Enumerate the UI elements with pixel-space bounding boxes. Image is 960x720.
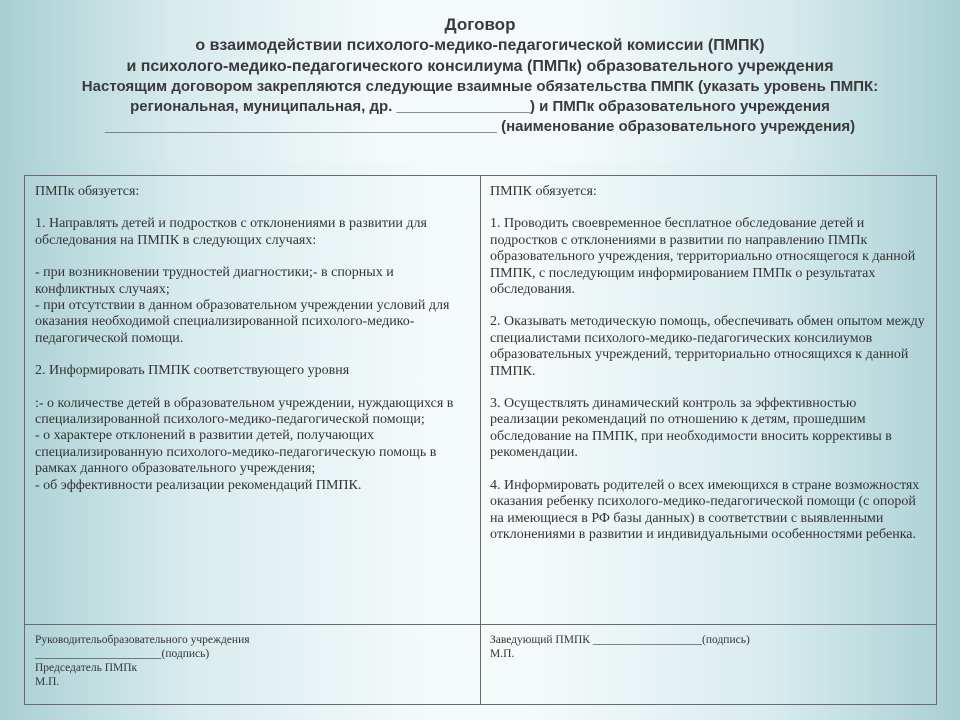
doc-intro-3: _______________________________________________ (наименование образовательного учреждения) xyxy=(104,118,856,135)
agreement-table xyxy=(24,175,937,705)
left-sign-chair: Председатель ПМПк xyxy=(35,662,138,674)
left-item-2: 2. Информировать ПМПК соответствующего уровня xyxy=(35,363,350,379)
doc-subtitle-1: о взаимодействии психолого-медико-педагогической комиссии (ПМПК) xyxy=(195,37,765,54)
right-item-1: 1. Проводить своевременное бесплатное обследование детей и подростков с отклонениями в развитии по направлению ПМПк образовательного учреждения, территориально относящегося к данной ПМПК, с последующим информированием ПМПк о результатах обследования. xyxy=(490,216,916,298)
right-item-2: 2. Оказывать методическую помощь, обеспечивать обмен опытом между специалистами психолого-медико-педагогических консилиумов образовательных учреждений, территориально относящихся к данной ПМПК. xyxy=(490,314,925,379)
left-sign-role: Руководительобразовательного учреждения xyxy=(35,634,250,646)
right-sign-role: Заведующий ПМПК ___________________(подпись) xyxy=(490,634,750,646)
left-item-2a: :- о количестве детей в образовательном учреждении, нуждающихся в специализированной психолого-медико-педагогической помощи; xyxy=(35,395,454,428)
header-band xyxy=(0,0,960,162)
left-signature-cell xyxy=(25,625,481,704)
doc-intro-2: региональная, муниципальная, др. ________________) и ПМПк образовательного учреждения xyxy=(130,98,830,115)
left-item-1b: - при отсутствии в данном образовательном учреждении условий для оказания необходимой специализированной психолого-медико-педагогической помощи. xyxy=(35,298,450,346)
doc-subtitle-2: и психолого-медико-педагогического консилиума (ПМПк) образовательного учреждения xyxy=(126,58,834,75)
left-obligations-cell xyxy=(25,176,481,625)
left-item-2c: - об эффективности реализации рекомендаций ПМПК. xyxy=(35,477,362,493)
right-sign-stamp: М.П. xyxy=(490,648,515,660)
right-item-3: 3. Осуществлять динамический контроль за эффективностью реализации рекомендаций по отношению к детям, прошедшим обследование на ПМПК, при необходимости вносить коррективы в рекомендации. xyxy=(490,396,892,461)
right-signature-cell xyxy=(481,625,936,704)
left-item-1a: - при возникновении трудностей диагностики;- в спорных и конфликтных случаях; xyxy=(35,265,394,297)
document-heading xyxy=(10,14,950,137)
left-sign-stamp: М.П. xyxy=(35,676,60,688)
left-title: ПМПк обязуется: xyxy=(35,184,140,199)
doc-intro-1: Настоящим договором закрепляются следующие взаимные обязательства ПМПК (указать уровень ПМПК: xyxy=(81,78,879,95)
right-item-4: 4. Информировать родителей о всех имеющихся в стране возможностях оказания ребенку психолого-медико-педагогической помощи (с опорой на имеющиеся в РФ базы данных) в соответствии с выявленными отклонениями в развитии и индивидуальными особенностями ребенка. xyxy=(490,477,920,542)
right-obligations-cell xyxy=(481,176,936,625)
left-sign-line: ______________________(подпись) xyxy=(35,648,210,660)
right-title: ПМПК обязуется: xyxy=(490,184,597,199)
left-item-2b: - о характере отклонений в развитии детей, получающих специализированную психолого-медико-педагогическую помощь в рамках данного образовательного учреждения; xyxy=(35,428,437,477)
left-item-1: 1. Направлять детей и подростков с отклонениями в развитии для обследования на ПМПК в следующих случаях: xyxy=(35,216,427,248)
doc-title: Договор xyxy=(444,15,516,34)
